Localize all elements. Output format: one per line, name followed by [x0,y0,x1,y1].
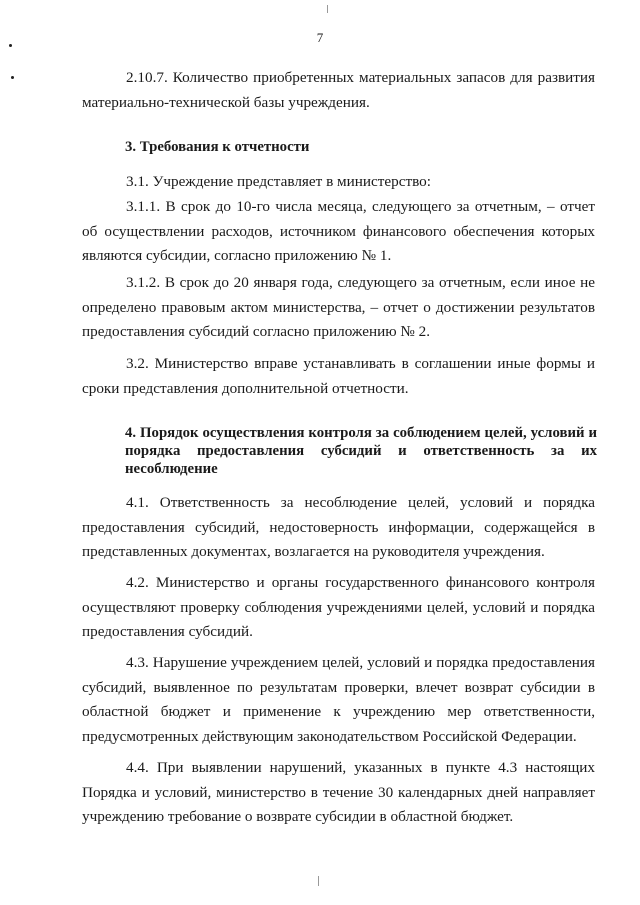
paragraph-4-3: 4.3. Нарушение учреждением целей, условий и порядка предоставления субсидий, выявленное по результатам проверки, влечет возврат субсидии в областной бюджет и применение к учреждению мер ответственности, предусмотренных действующим законодательством Российской Федерации. [82,654,595,745]
section-3-heading: 3. Требования к отчетности [125,139,310,155]
paragraph-2-10-7: 2.10.7. Количество приобретенных материальных запасов для развития материально-технической базы учреждения. [82,69,595,111]
section-4-heading: 4. Порядок осуществления контроля за соблюдением целей, условий и порядка предоставления субсидий и ответственность за их несоблюдение [125,425,597,477]
paragraph-3-1-2: 3.1.2. В срок до 20 января года, следующего за отчетным, если иное не определено правовым актом министерства, – отчет о достижении результатов предоставления субсидий согласно приложению № 2. [82,274,595,340]
paragraph-4-2: 4.2. Министерство и органы государственного финансового контроля осуществляют проверку соблюдения учреждениями целей, условий и порядка предоставления субсидий. [82,574,595,640]
page-number: 7 [316,30,324,45]
paragraph-3-1-1: 3.1.1. В срок до 10-го числа месяца, следующего за отчетным, – отчет об осуществлении расходов, источником финансового обеспечения которых являются субсидии, согласно приложению № 1. [82,198,595,264]
margin-dot [11,76,14,79]
scan-mark [318,876,319,886]
paragraph-3-1: 3.1. Учреждение представляет в министерство: [126,173,431,190]
margin-dot [9,44,12,47]
paragraph-4-1: 4.1. Ответственность за несоблюдение целей, условий и порядка предоставления субсидий, недостоверность информации, содержащейся в представленных документах, возлагается на руководителя учреждения. [82,494,595,560]
scan-mark [327,5,328,13]
paragraph-4-4: 4.4. При выявлении нарушений, указанных в пункте 4.3 настоящих Порядка и условий, министерство в течение 30 календарных дней направляет учреждению требование о возврате субсидии в областной бюджет. [82,759,595,825]
paragraph-3-2: 3.2. Министерство вправе устанавливать в соглашении иные формы и сроки представления дополнительной отчетности. [82,355,595,397]
